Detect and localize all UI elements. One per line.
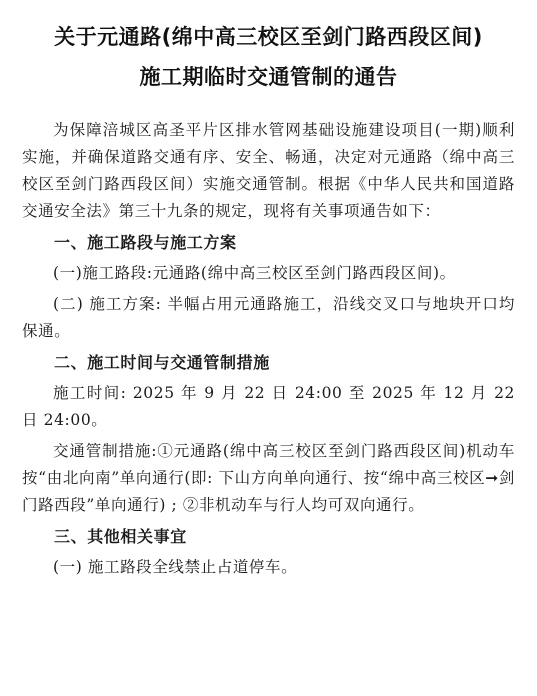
- traffic-control-measures: 交通管制措施:①元通路(绵中高三校区至剑门路西段区间)机动车按“由北向南”单向通行(即: 下山方向单向通行、按“绵中高三校区➞剑门路西段”单向通行) ; ②非机动车与行人均可双向通行。: [22, 442, 515, 514]
- section1-item1: (一)施工路段:元通路(绵中高三校区至剑门路西段区间)。: [53, 264, 456, 282]
- notice-title-line1: 关于元通路(绵中高三校区至剑门路西段区间): [54, 25, 483, 49]
- notice-title-line2: 施工期临时交通管制的通告: [139, 65, 398, 89]
- section-heading-2: 二、施工时间与交通管制措施: [54, 353, 270, 372]
- construction-time: 施工时间: 2025 年 9 月 22 日 24:00 至 2025 年 12 月 22 日 24:00。: [22, 384, 515, 429]
- notice-body: [22, 117, 515, 585]
- section-heading-3: 三、其他相关事宜: [54, 527, 187, 546]
- intro-paragraph: 为保障涪城区高圣平片区排水管网基础设施建设项目(一期)顺利实施，并确保道路交通有序、安全、畅通，决定对元通路（绵中高三校区至剑门路西段区间）实施交通管制。根据《中华人民共和国道路交通安全法》第三十九条的规定，现将有关事项通告如下：: [22, 121, 515, 220]
- section-heading-1: 一、施工路段与施工方案: [54, 233, 237, 252]
- section3-item1: (一) 施工路段全线禁止占道停车。: [53, 558, 298, 576]
- section1-item2: (二) 施工方案: 半幅占用元通路施工，沿线交叉口与地块开口均保通。: [22, 295, 515, 340]
